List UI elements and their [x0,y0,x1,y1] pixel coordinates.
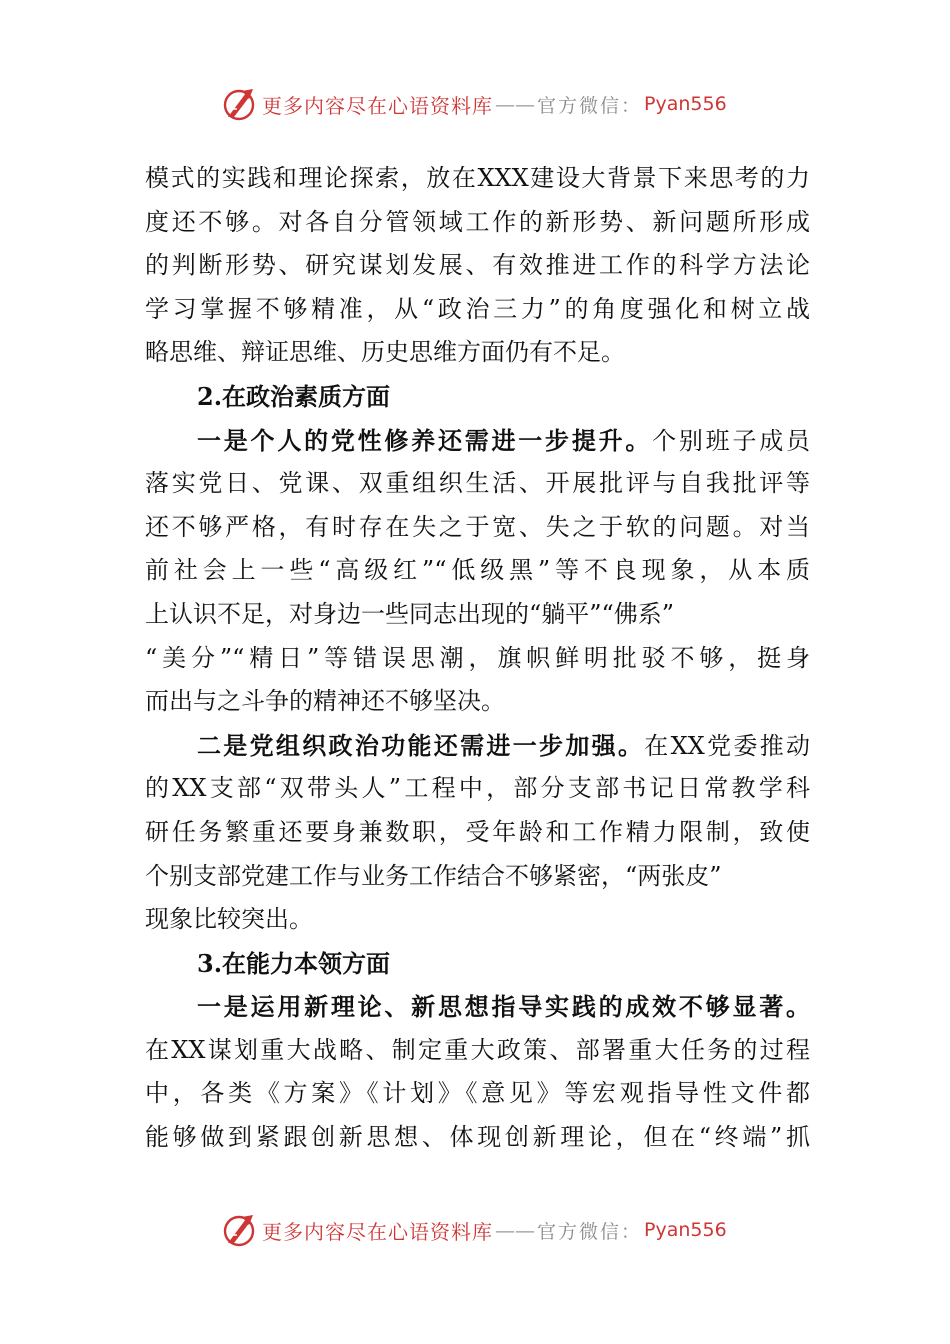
text-line: 学习掌握不够精准，从“政治三力”的角度强化和树立战 [145,294,810,323]
watermark-wechat-id: Pyan556 [644,93,727,115]
bold-lead: 一是个人的党性修养还需进一步提升。 [197,425,653,455]
quill-pen-logo-icon [222,87,256,121]
text-line: 研任务繁重还要身兼数职，受年龄和工作精力限制，致使 [145,817,810,846]
section-heading-capability: 3.在能力本领方面 [197,948,391,978]
text-line: 还不够严格，有时存在失之于宽、失之于软的问题。对当 [145,512,810,541]
paragraph-new-theory [145,985,810,1159]
text-line: 上认识不足，对身边一些同志出现的“躺平”“佛系” [145,599,675,628]
watermark-separator: —— [495,1218,535,1242]
paragraph-continued [145,157,810,375]
text-line: 在XX谋划重大战略、制定重大政策、部署重大任务的过程 [145,1035,810,1064]
bold-lead: 二是党组织政治功能还需进一步加强。 [197,730,645,760]
text-run: 在XX党委推动 [644,731,810,760]
text-line: 略思维、辩证思维、历史思维方面仍有不足。 [145,338,625,367]
text-line: 个别支部党建工作与业务工作结合不够紧密，“两张皮” [145,861,722,890]
text-line: 现象比较突出。 [145,905,313,934]
watermark-wechat-id: Pyan556 [644,1219,727,1241]
text-line: 落实党日、党课、双重组织生活、开展批评与自我批评等 [145,469,810,498]
text-line: 度还不够。对各自分管领域工作的新形势、新问题所形成 [145,207,810,236]
document-body [145,157,810,1160]
paragraph-party-organization [145,724,810,942]
header-watermark [222,82,727,126]
text-line: 的XX支部“双带头人”工程中，部分支部书记日常教学科 [145,774,810,803]
paragraph-party-spirit [145,419,810,724]
watermark-label: 官方微信： [537,94,643,117]
text-line: 能够做到紧跟创新思想、体现创新理论，但在“终端”抓 [145,1123,810,1152]
text-line: 模式的实践和理论探索，放在XXX建设大背景下来思考的力 [145,164,810,192]
footer-watermark [222,1208,727,1252]
watermark-separator: —— [495,92,535,116]
text-run: 个别班子成员 [652,426,810,455]
watermark-text: 更多内容尽在心语资料库 [262,93,493,118]
text-line: 而出与之斗争的精神还不够坚决。 [145,687,505,716]
text-line: 的判断形势、研究谋划发展、有效推进工作的科学方法论 [145,251,810,280]
watermark-label: 官方微信： [537,1220,643,1243]
quill-pen-logo-icon [222,1213,256,1247]
section-heading-political-quality: 2.在政治素质方面 [197,381,391,411]
text-line: 前社会上一些“高级红”“低级黑”等不良现象，从本质 [145,556,810,585]
bold-lead-line: 一是运用新理论、新思想指导实践的成效不够显著。 [197,992,810,1022]
text-line: 中，各类《方案》《计划》《意见》等宏观指导性文件都 [145,1079,810,1108]
text-line: “美分”“精日”等错误思潮，旗帜鲜明批驳不够，挺身 [145,643,810,672]
text-line [145,724,810,768]
text-line [145,419,810,463]
watermark-text: 更多内容尽在心语资料库 [262,1219,493,1244]
